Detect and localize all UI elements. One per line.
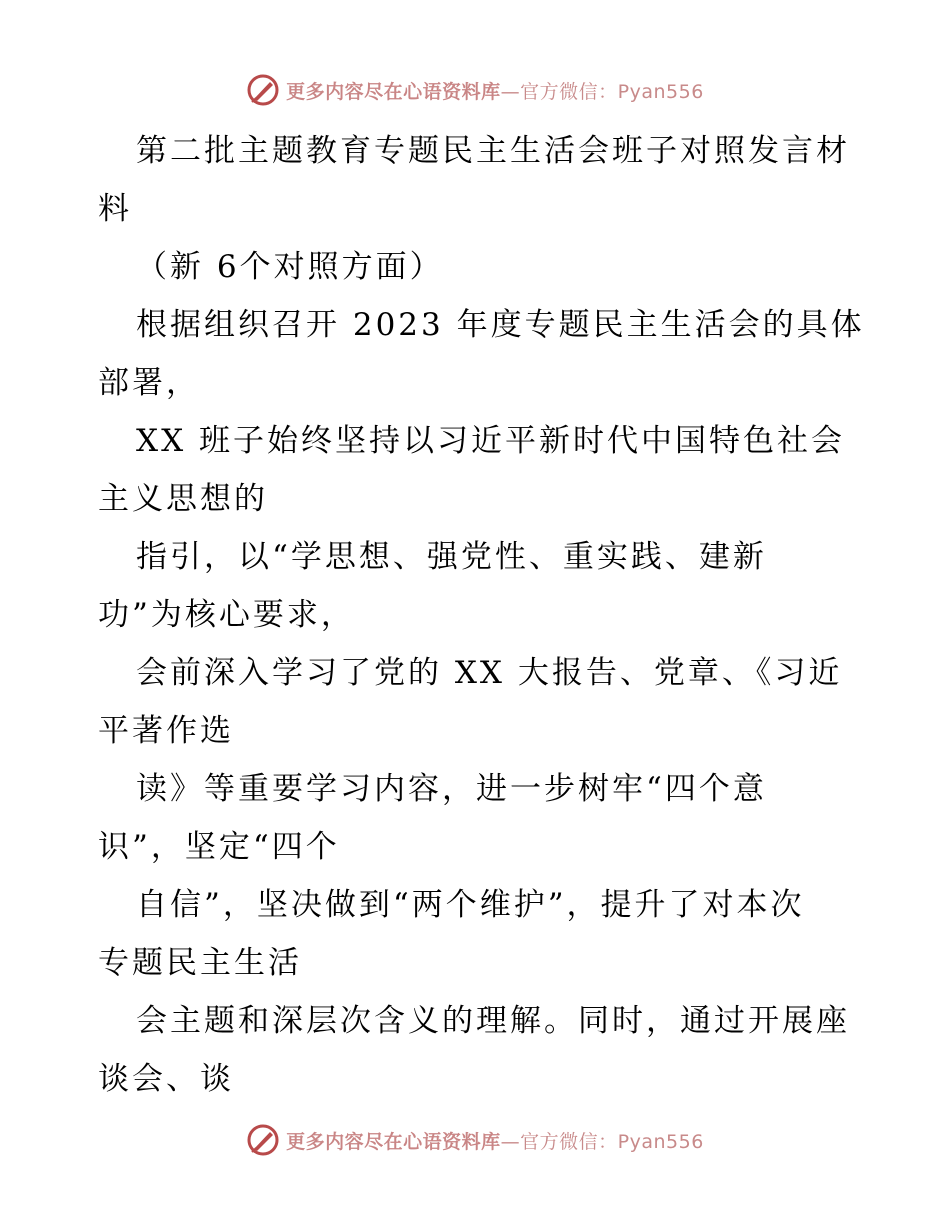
text-line: 部署， bbox=[98, 365, 200, 401]
text-line: （新 6个对照方面） bbox=[136, 249, 444, 285]
watermark-brand: 更多内容尽在心语资料库 bbox=[286, 1130, 501, 1153]
text-line: XX 班子始终坚持以习近平新时代中国特色社会 bbox=[136, 423, 845, 459]
text-line: 功”为核心要求， bbox=[98, 597, 355, 633]
watermark-contact: —官方微信：Pyan556 bbox=[500, 80, 704, 103]
document-body bbox=[98, 122, 865, 1108]
footer-watermark bbox=[0, 1120, 950, 1160]
text-line: 谈会、谈 bbox=[98, 1061, 234, 1097]
watermark-text bbox=[286, 77, 704, 104]
watermark-contact: —官方微信：Pyan556 bbox=[500, 1130, 704, 1153]
text-line: 读》等重要学习内容，进一步树牢“四个意 bbox=[136, 771, 767, 807]
text-line: 会主题和深层次含义的理解。同时，通过开展座 bbox=[136, 1003, 850, 1039]
text-line: 识”，坚定“四个 bbox=[98, 829, 340, 865]
text-line: 第二批主题教育专题民主生活会班子对照发言材 bbox=[136, 133, 850, 169]
watermark-text bbox=[286, 1127, 704, 1154]
text-line: 指引，以“学思想、强党性、重实践、建新 bbox=[136, 539, 767, 575]
text-line: 专题民主生活 bbox=[98, 945, 302, 981]
text-line: 平著作选 bbox=[98, 713, 234, 749]
quill-logo-icon bbox=[246, 73, 280, 107]
text-line: 料 bbox=[98, 191, 132, 227]
text-line: 主义思想的 bbox=[98, 481, 268, 517]
text-line: 根据组织召开 2023 年度专题民主生活会的具体 bbox=[136, 307, 865, 343]
watermark-brand: 更多内容尽在心语资料库 bbox=[286, 80, 501, 103]
text-line: 会前深入学习了党的 XX 大报告、党章、《习近 bbox=[136, 655, 843, 691]
text-line: 自信”，坚决做到“两个维护”，提升了对本次 bbox=[136, 887, 805, 923]
quill-logo-icon bbox=[246, 1123, 280, 1157]
header-watermark bbox=[0, 70, 950, 110]
